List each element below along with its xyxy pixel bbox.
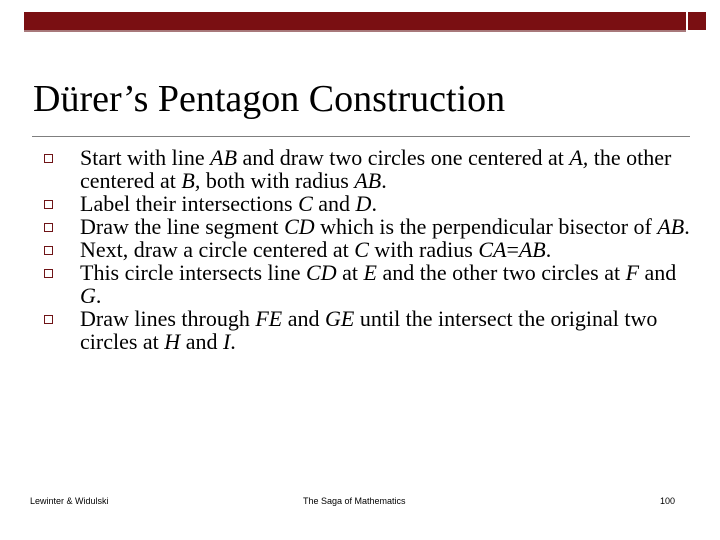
header-accent-bar xyxy=(24,12,686,30)
math-label: B, xyxy=(181,168,201,193)
bullet-item xyxy=(44,307,694,353)
text-run: with radius xyxy=(368,237,479,262)
bullet-text xyxy=(80,260,676,308)
text-run: . xyxy=(545,237,552,262)
math-label: I xyxy=(222,329,231,354)
math-label: AB xyxy=(210,145,238,170)
hollow-square-bullet-icon xyxy=(44,200,53,209)
math-label: AB xyxy=(354,168,382,193)
bullet-item xyxy=(44,215,694,238)
text-run: Start with line xyxy=(80,145,211,170)
text-run: . xyxy=(230,329,236,354)
math-label: C xyxy=(298,191,313,216)
math-label: G xyxy=(80,283,96,308)
hollow-square-bullet-icon xyxy=(44,223,53,232)
bullet-item xyxy=(44,261,694,307)
slide-title: Dürer’s Pentagon Construction xyxy=(33,78,506,120)
text-run: . xyxy=(684,214,690,239)
header-accent-square xyxy=(688,12,706,30)
bullet-list xyxy=(44,146,694,353)
math-label: H xyxy=(164,329,181,354)
title-divider xyxy=(32,136,690,137)
text-run: . xyxy=(95,283,102,308)
bullet-text xyxy=(80,145,671,193)
hollow-square-bullet-icon xyxy=(44,269,53,278)
bullet-item xyxy=(44,146,694,192)
header-accent-underline xyxy=(24,30,686,32)
hollow-square-bullet-icon xyxy=(44,246,53,255)
bullet-item xyxy=(44,238,694,261)
text-run: = xyxy=(506,237,519,262)
text-run: Label their intersections xyxy=(80,191,299,216)
text-run: and draw two circles one centered at xyxy=(237,145,570,170)
bullet-item xyxy=(44,192,694,215)
text-run: which is the perpendicular bisector of xyxy=(314,214,658,239)
text-run: and the other two circles at xyxy=(376,260,626,285)
math-label: FE xyxy=(255,306,283,331)
text-run: Draw the line segment xyxy=(80,214,285,239)
footer-course-title: The Saga of Mathematics xyxy=(303,496,406,506)
text-run: Next, draw a circle centered at xyxy=(80,237,355,262)
bullet-text xyxy=(80,237,551,262)
text-run: the other centered at xyxy=(80,145,672,193)
text-run: and xyxy=(180,329,223,354)
math-label: CD xyxy=(284,214,315,239)
math-label: F xyxy=(625,260,640,285)
math-label: CD xyxy=(306,260,337,285)
footer-authors: Lewinter & Widulski xyxy=(30,496,109,506)
math-label: D xyxy=(355,191,372,216)
math-label: CA xyxy=(478,237,507,262)
bullet-text xyxy=(80,214,690,239)
text-run: Draw lines through xyxy=(80,306,256,331)
text-run: . xyxy=(371,191,377,216)
math-label: C xyxy=(354,237,369,262)
bullet-text xyxy=(80,191,377,216)
math-label: E xyxy=(363,260,377,285)
math-label: AB xyxy=(518,237,546,262)
text-run: both with radius xyxy=(200,168,355,193)
text-run: at xyxy=(336,260,364,285)
hollow-square-bullet-icon xyxy=(44,154,53,163)
math-label: GE xyxy=(325,306,355,331)
math-label: A, xyxy=(569,145,589,170)
text-run: . xyxy=(381,168,387,193)
slide-number: 100 xyxy=(660,496,676,506)
text-run: and xyxy=(639,260,677,285)
bullet-text xyxy=(80,306,657,354)
math-label: AB xyxy=(657,214,685,239)
text-run: and xyxy=(312,191,356,216)
text-run: and xyxy=(282,306,326,331)
text-run: This circle intersects line xyxy=(80,260,307,285)
text-run: until the intersect the original two circles at xyxy=(80,306,658,354)
hollow-square-bullet-icon xyxy=(44,315,53,324)
